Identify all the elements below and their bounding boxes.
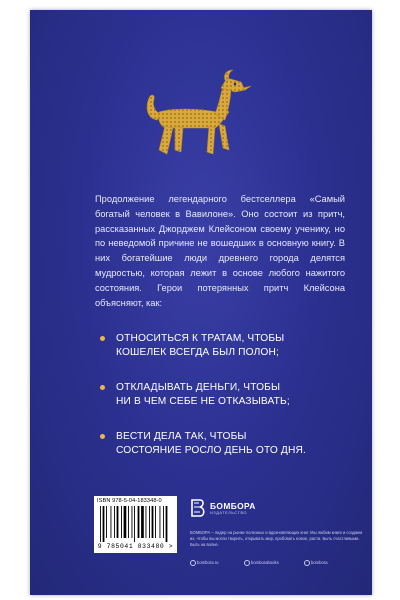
bombora-logo-icon xyxy=(190,498,206,518)
barcode-bar xyxy=(146,506,147,538)
vk-icon xyxy=(244,560,250,566)
list-item xyxy=(100,430,360,458)
publisher-subtitle: ИЗДАТЕЛЬСТВО xyxy=(210,511,248,515)
list-item-text: ОТКЛАДЫВАТЬ ДЕНЬГИ, ЧТОБЫ НИ В ЧЕМ СЕБЕ НЕ ОТКАЗЫВАТЬ; xyxy=(116,382,290,407)
barcode-bar xyxy=(163,506,164,538)
social-link-instagram[interactable]: bombora xyxy=(304,554,328,562)
gold-dot-icon xyxy=(100,434,105,439)
social-link-web[interactable]: bombora.ru xyxy=(190,554,218,562)
barcode-bar xyxy=(132,506,133,538)
publisher-name: БОМБОРА xyxy=(210,501,256,511)
list-item-text: ОТНОСИТЬСЯ К ТРАТАМ, ЧТОБЫ КОШЕЛЕК ВСЕГДА БЫЛ ПОЛОН; xyxy=(116,333,285,358)
list-item xyxy=(100,381,360,409)
barcode-bar xyxy=(124,506,127,538)
barcode-bar xyxy=(152,506,154,538)
barcode-bar xyxy=(166,506,168,542)
mushhushshu-dragon-icon xyxy=(137,68,257,168)
lessons-list xyxy=(100,332,360,479)
barcode-bar xyxy=(121,506,122,538)
barcode-bar xyxy=(141,506,144,538)
globe-icon xyxy=(190,560,196,566)
barcode-bar xyxy=(111,506,112,538)
list-item xyxy=(100,332,360,360)
social-link-vk[interactable]: bomborabooks xyxy=(244,554,279,562)
barcode-bar xyxy=(155,506,156,538)
barcode-bar xyxy=(114,506,115,538)
barcode-bar xyxy=(106,506,107,538)
gold-dot-icon xyxy=(100,385,105,390)
gold-dot-icon xyxy=(100,336,105,341)
barcode-bar xyxy=(117,506,119,538)
barcode-block xyxy=(94,496,177,553)
publisher-logo xyxy=(190,498,256,520)
instagram-icon xyxy=(304,560,310,566)
isbn-text: ISBN 978-5-04-183348-0 xyxy=(97,498,162,504)
barcode-bar xyxy=(100,506,101,542)
barcode-bar xyxy=(138,506,140,538)
social-links xyxy=(190,554,370,566)
book-back-cover xyxy=(30,10,372,595)
barcode-icon xyxy=(100,506,172,542)
list-item-text: ВЕСТИ ДЕЛА ТАК, ЧТОБЫ СОСТОЯНИЕ РОСЛО ДЕНЬ ОТО ДНЯ. xyxy=(116,431,306,456)
barcode-bar xyxy=(134,506,135,542)
barcode-bar xyxy=(149,506,150,538)
intro-paragraph: Продолжение легендарного бестселлера «Самый богатый человек в Вавилоне». Оно состоит из притч, рассказанных Джорджем Клейсоном своему ученику, но по неведомой причине не вошедших в основную книгу. В них богатейшие люди древнего города делятся мудростью, которая лежит в основе любого нажитого состояния. Герои потерянных притч Клейсона объясняют, как: xyxy=(95,194,345,308)
barcode-digits: 9 785041 833480 > xyxy=(97,543,174,550)
publisher-blurb: БОМБОРА – лидер на рынке полезных и вдохновляющих книг. Мы любим книги и создаем их, чтобы вы могли творить, открывать мир, пробовать новое, расти. Быть счастливыми. Быть на волне. xyxy=(190,530,363,547)
barcode-bar xyxy=(160,506,161,538)
barcode-bar xyxy=(103,506,105,542)
barcode-bar xyxy=(128,506,129,538)
